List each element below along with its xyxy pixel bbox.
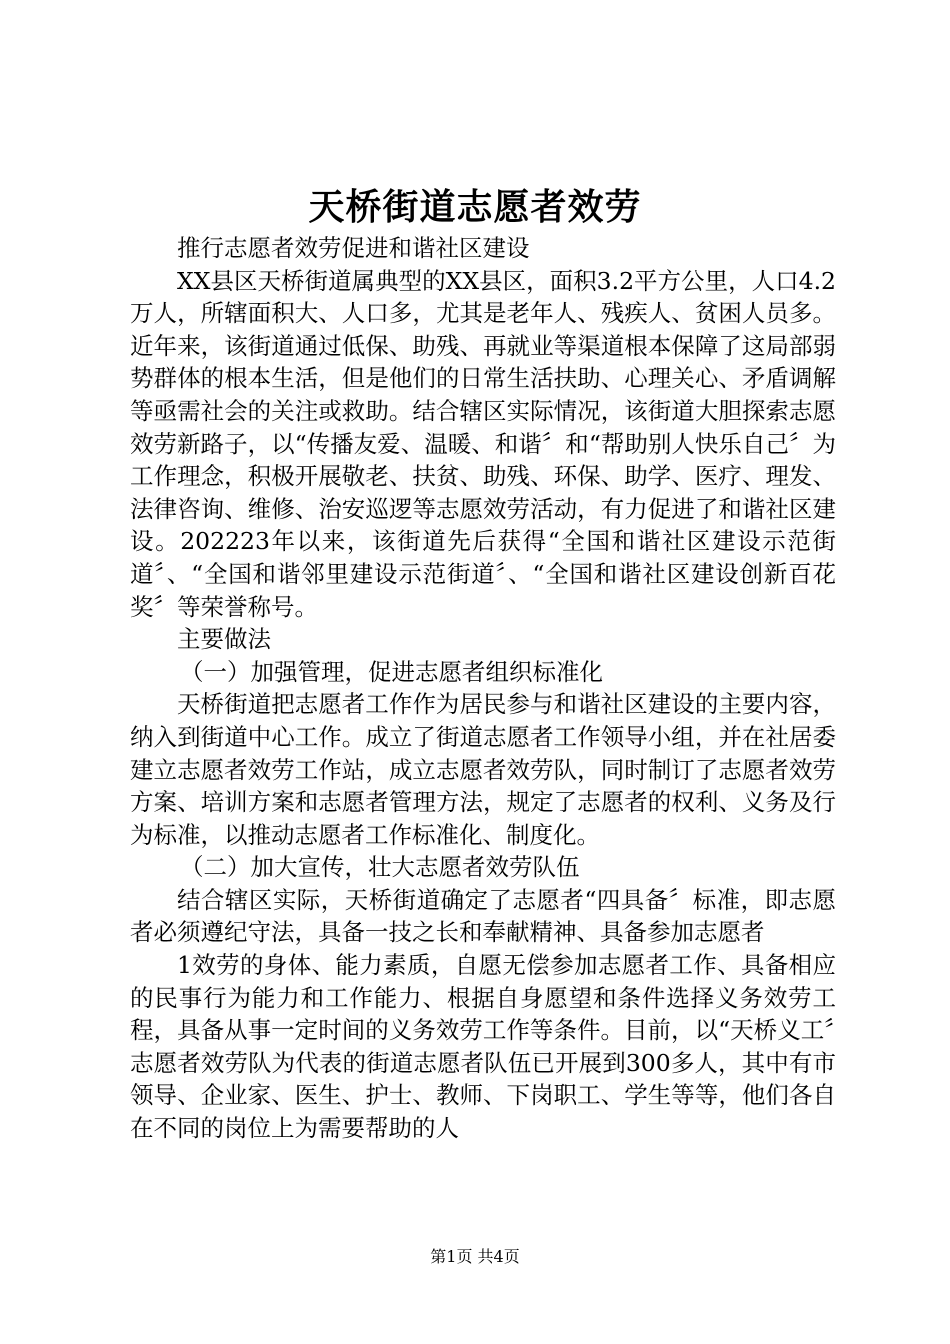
- document-body: [130, 232, 836, 1145]
- paragraph-publicity: 结合辖区实际，天桥街道确定了志愿者“四具备〞标准，即志愿者必须遵纪守法，具备一技之长和奉献精神、具备参加志愿者: [130, 885, 836, 947]
- subsection-heading-2: （二）加大宣传，壮大志愿者效劳队伍: [180, 853, 580, 882]
- page-footer: 第1页 共4页: [430, 1247, 520, 1266]
- subsection-heading-1: （一）加强管理，促进志愿者组织标准化: [180, 657, 603, 686]
- paragraph-volunteers: 1效劳的身体、能力素质，自愿无偿参加志愿者工作、具备相应的民事行为能力和工作能力、根据自身愿望和条件选择义务效劳工程，具备从事一定时间的义务效劳工作等条件。目前，以“天桥义工〞志愿者效劳队为代表的街道志愿者队伍已开展到300多人，其中有市领导、企业家、医生、护士、教师、下岗职工、学生等等，他们各自在不同的岗位上为需要帮助的人: [130, 951, 836, 1143]
- paragraph-intro: XX县区天桥街道属典型的XX县区，面积3.2平方公里，人口4.2万人，所辖面积大、人口多，尤其是老年人、残疾人、贫困人员多。近年来，该街道通过低保、助残、再就业等渠道根本保障了这局部弱势群体的根本生活，但是他们的日常生活扶助、心理关心、矛盾调解等亟需社会的关注或救助。结合辖区实际情况，该街道大胆探索志愿效劳新路子，以“传播友爱、温暖、和谐〞和“帮助别人快乐自己〞为工作理念，积极开展敬老、扶贫、助残、环保、助学、医疗、理发、法律咨询、维修、治安巡逻等志愿效劳活动，有力促进了和谐社区建设。202223年以来，该街道先后获得“全国和谐社区建设示范街道〞、“全国和谐邻里建设示范街道〞、“全国和谐社区建设创新百花奖〞等荣誉称号。: [130, 266, 836, 621]
- document-title: 天桥街道志愿者效劳: [308, 186, 642, 228]
- paragraph-subtitle: 推行志愿者效劳促进和谐社区建设: [177, 234, 530, 262]
- paragraph-management: 天桥街道把志愿者工作作为居民参与和谐社区建设的主要内容，纳入到街道中心工作。成立了街道志愿者工作领导小组，并在社居委建立志愿者效劳工作站，成立志愿者效劳队，同时制订了志愿者效劳方案、培训方案和志愿者管理方法，规定了志愿者的权利、义务及行为标准，以推动志愿者工作标准化、制度化。: [130, 690, 836, 849]
- section-heading: 主要做法: [177, 625, 271, 654]
